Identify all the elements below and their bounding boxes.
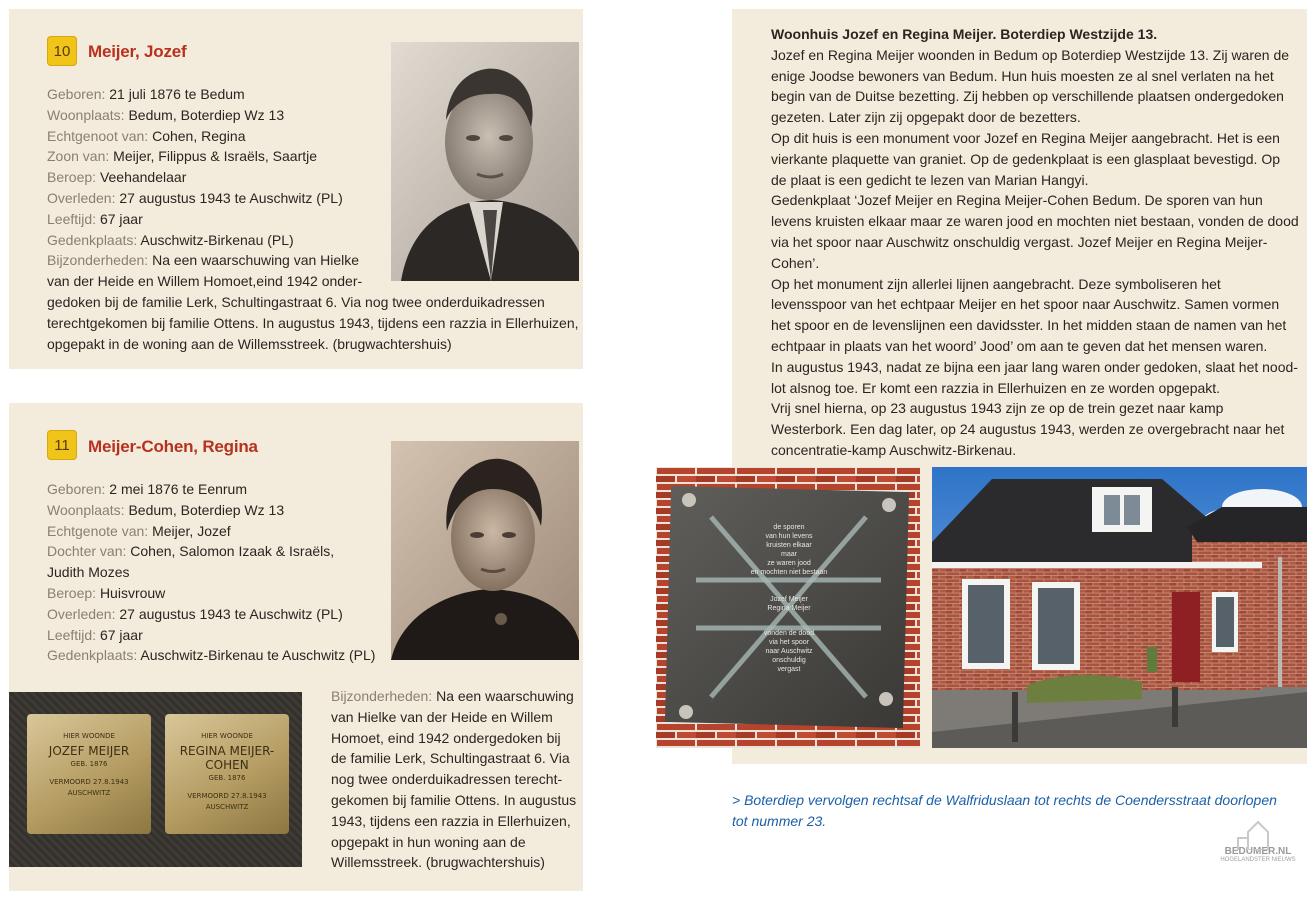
bijz-line: gedoken bij de familie Lerk, Schultingastraat 6. Via nog twee onderduikadressen bbox=[47, 293, 545, 310]
plaque-line: via het spoor bbox=[768, 639, 810, 646]
fact-label: Bijzonderheden: bbox=[331, 688, 433, 704]
stone-text: HIER WOONDE bbox=[63, 732, 115, 740]
fact-label: Overleden: bbox=[47, 605, 116, 622]
article-text bbox=[771, 24, 1299, 461]
article-paragraph: Gedenkplaat ‘Jozef Meijer en Regina Meijer-Cohen Bedum. De sporen van hun levens kruisten elkaar maar ze waren jood en mochten niet bestaan, vonden de dood via het spoor naar Auschwitz onschuldig vergast. Jozef Meijer en Regina Meijer-Cohen’. bbox=[771, 192, 1299, 271]
fact-label: Dochter van: bbox=[47, 543, 127, 560]
plaque-line: vergast bbox=[777, 666, 801, 673]
fact-value: Bedum, Boterdiep Wz 13 bbox=[128, 106, 285, 123]
stone-text: GEB. 1876 bbox=[70, 760, 108, 768]
fact-value: 67 jaar bbox=[99, 210, 143, 227]
house-drawing bbox=[932, 467, 1307, 748]
plaque-line: Regina Meijer bbox=[767, 605, 811, 612]
plaque-spacer bbox=[744, 613, 834, 629]
stone-text: AUSCHWITZ bbox=[205, 803, 249, 811]
stone-text: GEB. 1876 bbox=[208, 774, 246, 782]
bijz-line: opgepakt in de woning aan de Willemsstreek. (brugwachtershuis) bbox=[47, 335, 452, 352]
fact-row bbox=[47, 126, 579, 147]
fact-value: Auschwitz-Birkenau (PL) bbox=[140, 231, 294, 248]
fact-row bbox=[47, 188, 579, 209]
fact-label: Geboren: bbox=[47, 481, 106, 497]
fact-label: Leeftijd: bbox=[47, 210, 97, 227]
article-paragraph: In augustus 1943, nadat ze bijna een jaar lang waren onder gedoken, slaat het nood-lot alsnog toe. Er komt een razzia in Ellerhuizen en ze worden opgepakt. bbox=[771, 358, 1298, 396]
fact-label: Gedenkplaats: bbox=[47, 231, 138, 248]
portrait-regina bbox=[391, 441, 579, 660]
fact-row bbox=[47, 625, 375, 646]
article-paragraph: Op het monument zijn allerlei lijnen aangebracht. Deze symboliseren het levensspoor van het echtpaar Meijer en het spoor naar Auschwitz. Samen vormen het spoor en de levenslijnen een davidsster. In het midden staan de namen van het echtpaar in plaats van het woord’ Jood’ om aan te geven dat het mensen waren. bbox=[771, 275, 1287, 354]
fact-row bbox=[47, 105, 579, 126]
fact-value: Meijer, Jozef bbox=[152, 522, 231, 539]
fact-value: Huisvrouw bbox=[99, 584, 166, 601]
church-icon bbox=[1218, 820, 1298, 850]
plaque-line: Jozef Meijer bbox=[770, 596, 808, 603]
fact-label: Bijzonderheden: bbox=[47, 252, 149, 269]
fact-row bbox=[47, 541, 375, 562]
stone-text: VERMOORD 27.8.1943 bbox=[49, 778, 129, 786]
person-number-badge: 10 bbox=[47, 36, 77, 66]
fact-value: 21 juli 1876 te Bedum bbox=[109, 86, 245, 102]
fact-row bbox=[47, 209, 579, 230]
fact-value: Auschwitz-Birkenau te Auschwitz (PL) bbox=[140, 647, 376, 664]
fact-label: Leeftijd: bbox=[47, 626, 97, 643]
directions-line: tot nummer 23. bbox=[732, 812, 827, 829]
fact-row bbox=[47, 250, 579, 271]
fact-value: 27 augustus 1943 te Auschwitz (PL) bbox=[119, 189, 343, 206]
fact-row bbox=[47, 146, 579, 167]
jozef-facts bbox=[47, 84, 579, 354]
fact-value: Veehandelaar bbox=[99, 169, 187, 186]
bijz-line: gekomen bij familie Ottens. In augustus bbox=[331, 791, 577, 808]
bijz-line: Willemsstreek. (brugwachtershuis) bbox=[331, 854, 545, 871]
fact-row bbox=[47, 230, 579, 251]
fact-row bbox=[331, 686, 576, 707]
logo-subtitle: HOGELANDSTER NIEUWS bbox=[1220, 857, 1296, 863]
plaque-line: vonden de dood bbox=[763, 630, 815, 637]
bijz-line: Homoet, eind 1942 ondergedoken bij bbox=[331, 729, 561, 746]
regina-facts bbox=[47, 479, 375, 666]
portrait-regina-drawing bbox=[391, 441, 579, 660]
fact-row bbox=[47, 562, 375, 583]
logo-title: BEDUMER.NL bbox=[1224, 846, 1292, 857]
fact-label: Gedenkplaats: bbox=[47, 647, 138, 664]
plaque-line: maar bbox=[781, 551, 797, 558]
stone-text: JOZEF MEIJER bbox=[48, 744, 130, 758]
plaque-line: onschuldig bbox=[772, 657, 806, 664]
fact-label: Geboren: bbox=[47, 86, 106, 102]
bijz-line: nog twee onderduikadressen terecht- bbox=[331, 771, 563, 788]
article-heading: Woonhuis Jozef en Regina Meijer. Boterdiep Westzijde 13. bbox=[771, 26, 1158, 42]
bijz-line: van Hielke van der Heide en Willem bbox=[331, 708, 553, 725]
fact-label: Echtgenote van: bbox=[47, 522, 149, 539]
fact-row bbox=[47, 500, 375, 521]
fact-value: Na een waarschuwing van Hielke bbox=[152, 252, 360, 269]
plaque-line: de sporen bbox=[773, 524, 805, 531]
fact-label: Woonplaats: bbox=[47, 501, 125, 518]
monument-plaque-photo bbox=[656, 467, 920, 748]
stone-text: REGINA MEIJER-COHEN bbox=[179, 744, 275, 772]
bedumer-logo bbox=[1218, 820, 1298, 886]
fact-value: Cohen, Salomon Izaak & Israëls, bbox=[130, 543, 335, 560]
article-paragraph: Jozef en Regina Meijer woonden in Bedum op Boterdiep Westzijde 13. Zij waren de enige Joodse bewoners van Bedum. Hun huis moesten ze al snel verlaten na het begin van de Duitse bezetting. Zij hebben op verschillende plaatsen ondergedoken gezeten. Later zijn zij opgepakt door de bezetters. bbox=[771, 46, 1290, 126]
plaque-line: en mochten niet bestaan bbox=[750, 569, 828, 576]
fact-value: 67 jaar bbox=[99, 626, 143, 643]
bijz-line: opgepakt in hun woning aan de bbox=[331, 833, 526, 850]
fact-value: Na een waarschuwing bbox=[436, 688, 574, 704]
article-paragraph: Op dit huis is een monument voor Jozef en Regina Meijer aangebracht. Het is een vierkante plaquette van graniet. Op de gedenkplaat is een glasplaat bevestigd. Op de plaat is een gedicht te lezen van Marian Hangyi. bbox=[771, 129, 1281, 188]
bijz-line: terechtgekomen bij familie Ottens. In augustus 1943, tijdens een razzia in Ellerhuizen, bbox=[47, 314, 579, 331]
bijz-line: de familie Lerk, Schultingastraat 6. Via bbox=[331, 750, 570, 767]
stolperstein-regina bbox=[165, 714, 289, 834]
fact-label: Overleden: bbox=[47, 189, 116, 206]
house-photo bbox=[932, 467, 1307, 748]
fact-label: Zoon van: bbox=[47, 148, 110, 165]
plaque-line: naar Auschwitz bbox=[765, 648, 813, 655]
directions-link[interactable] bbox=[732, 790, 1292, 832]
article-paragraph: Vrij snel hierna, op 23 augustus 1943 zijn ze op de trein gezet naar kamp Westerbork. Een dag later, op 24 augustus 1943, werden ze overgebracht naar het concentratie-kamp Auschwitz-Birkenau. bbox=[771, 400, 1285, 458]
fact-row bbox=[47, 521, 375, 542]
plaque-line: kruisten elkaar bbox=[766, 542, 812, 549]
stone-text: AUSCHWITZ bbox=[67, 789, 111, 797]
regina-bijzonderheden bbox=[331, 686, 576, 873]
person-name: Meijer-Cohen, Regina bbox=[88, 437, 258, 456]
fact-label: Beroep: bbox=[47, 584, 97, 601]
stolperstein-jozef bbox=[27, 714, 151, 834]
fact-row bbox=[47, 84, 579, 105]
fact-row bbox=[47, 167, 579, 188]
fact-row bbox=[47, 479, 375, 500]
stone-text: VERMOORD 27.8.1943 bbox=[187, 792, 267, 800]
plaque-poem bbox=[744, 523, 834, 674]
fact-value: Bedum, Boterdiep Wz 13 bbox=[128, 501, 285, 518]
fact-value: Judith Mozes bbox=[47, 564, 130, 581]
fact-value: Cohen, Regina bbox=[152, 127, 246, 144]
fact-row bbox=[47, 604, 375, 625]
person-number-badge: 11 bbox=[47, 430, 77, 460]
plaque-line: ze waren jood bbox=[767, 560, 811, 567]
stone-text: HIER WOONDE bbox=[201, 732, 253, 740]
plaque-spacer bbox=[744, 577, 834, 595]
fact-value: Meijer, Filippus & Israëls, Saartje bbox=[113, 148, 318, 165]
bijz-line: 1943, tijdens een razzia in Ellerhuizen, bbox=[331, 812, 571, 829]
fact-label: Woonplaats: bbox=[47, 106, 125, 123]
bijz-line: van der Heide en Willem Homoet,eind 1942 onder- bbox=[47, 273, 363, 290]
fact-value: 27 augustus 1943 te Auschwitz (PL) bbox=[119, 605, 343, 622]
fact-value: 2 mei 1876 te Eenrum bbox=[109, 481, 248, 497]
stolpersteine-photo bbox=[9, 692, 302, 867]
plaque-line: van hun levens bbox=[765, 533, 813, 540]
fact-label: Beroep: bbox=[47, 169, 97, 186]
person-name: Meijer, Jozef bbox=[88, 42, 187, 61]
fact-row bbox=[47, 583, 375, 604]
fact-row bbox=[47, 645, 375, 666]
fact-label: Echtgenoot van: bbox=[47, 127, 149, 144]
directions-line: > Boterdiep vervolgen rechtsaf de Walfriduslaan tot rechts de Coendersstraat doorlopen bbox=[732, 792, 1277, 808]
